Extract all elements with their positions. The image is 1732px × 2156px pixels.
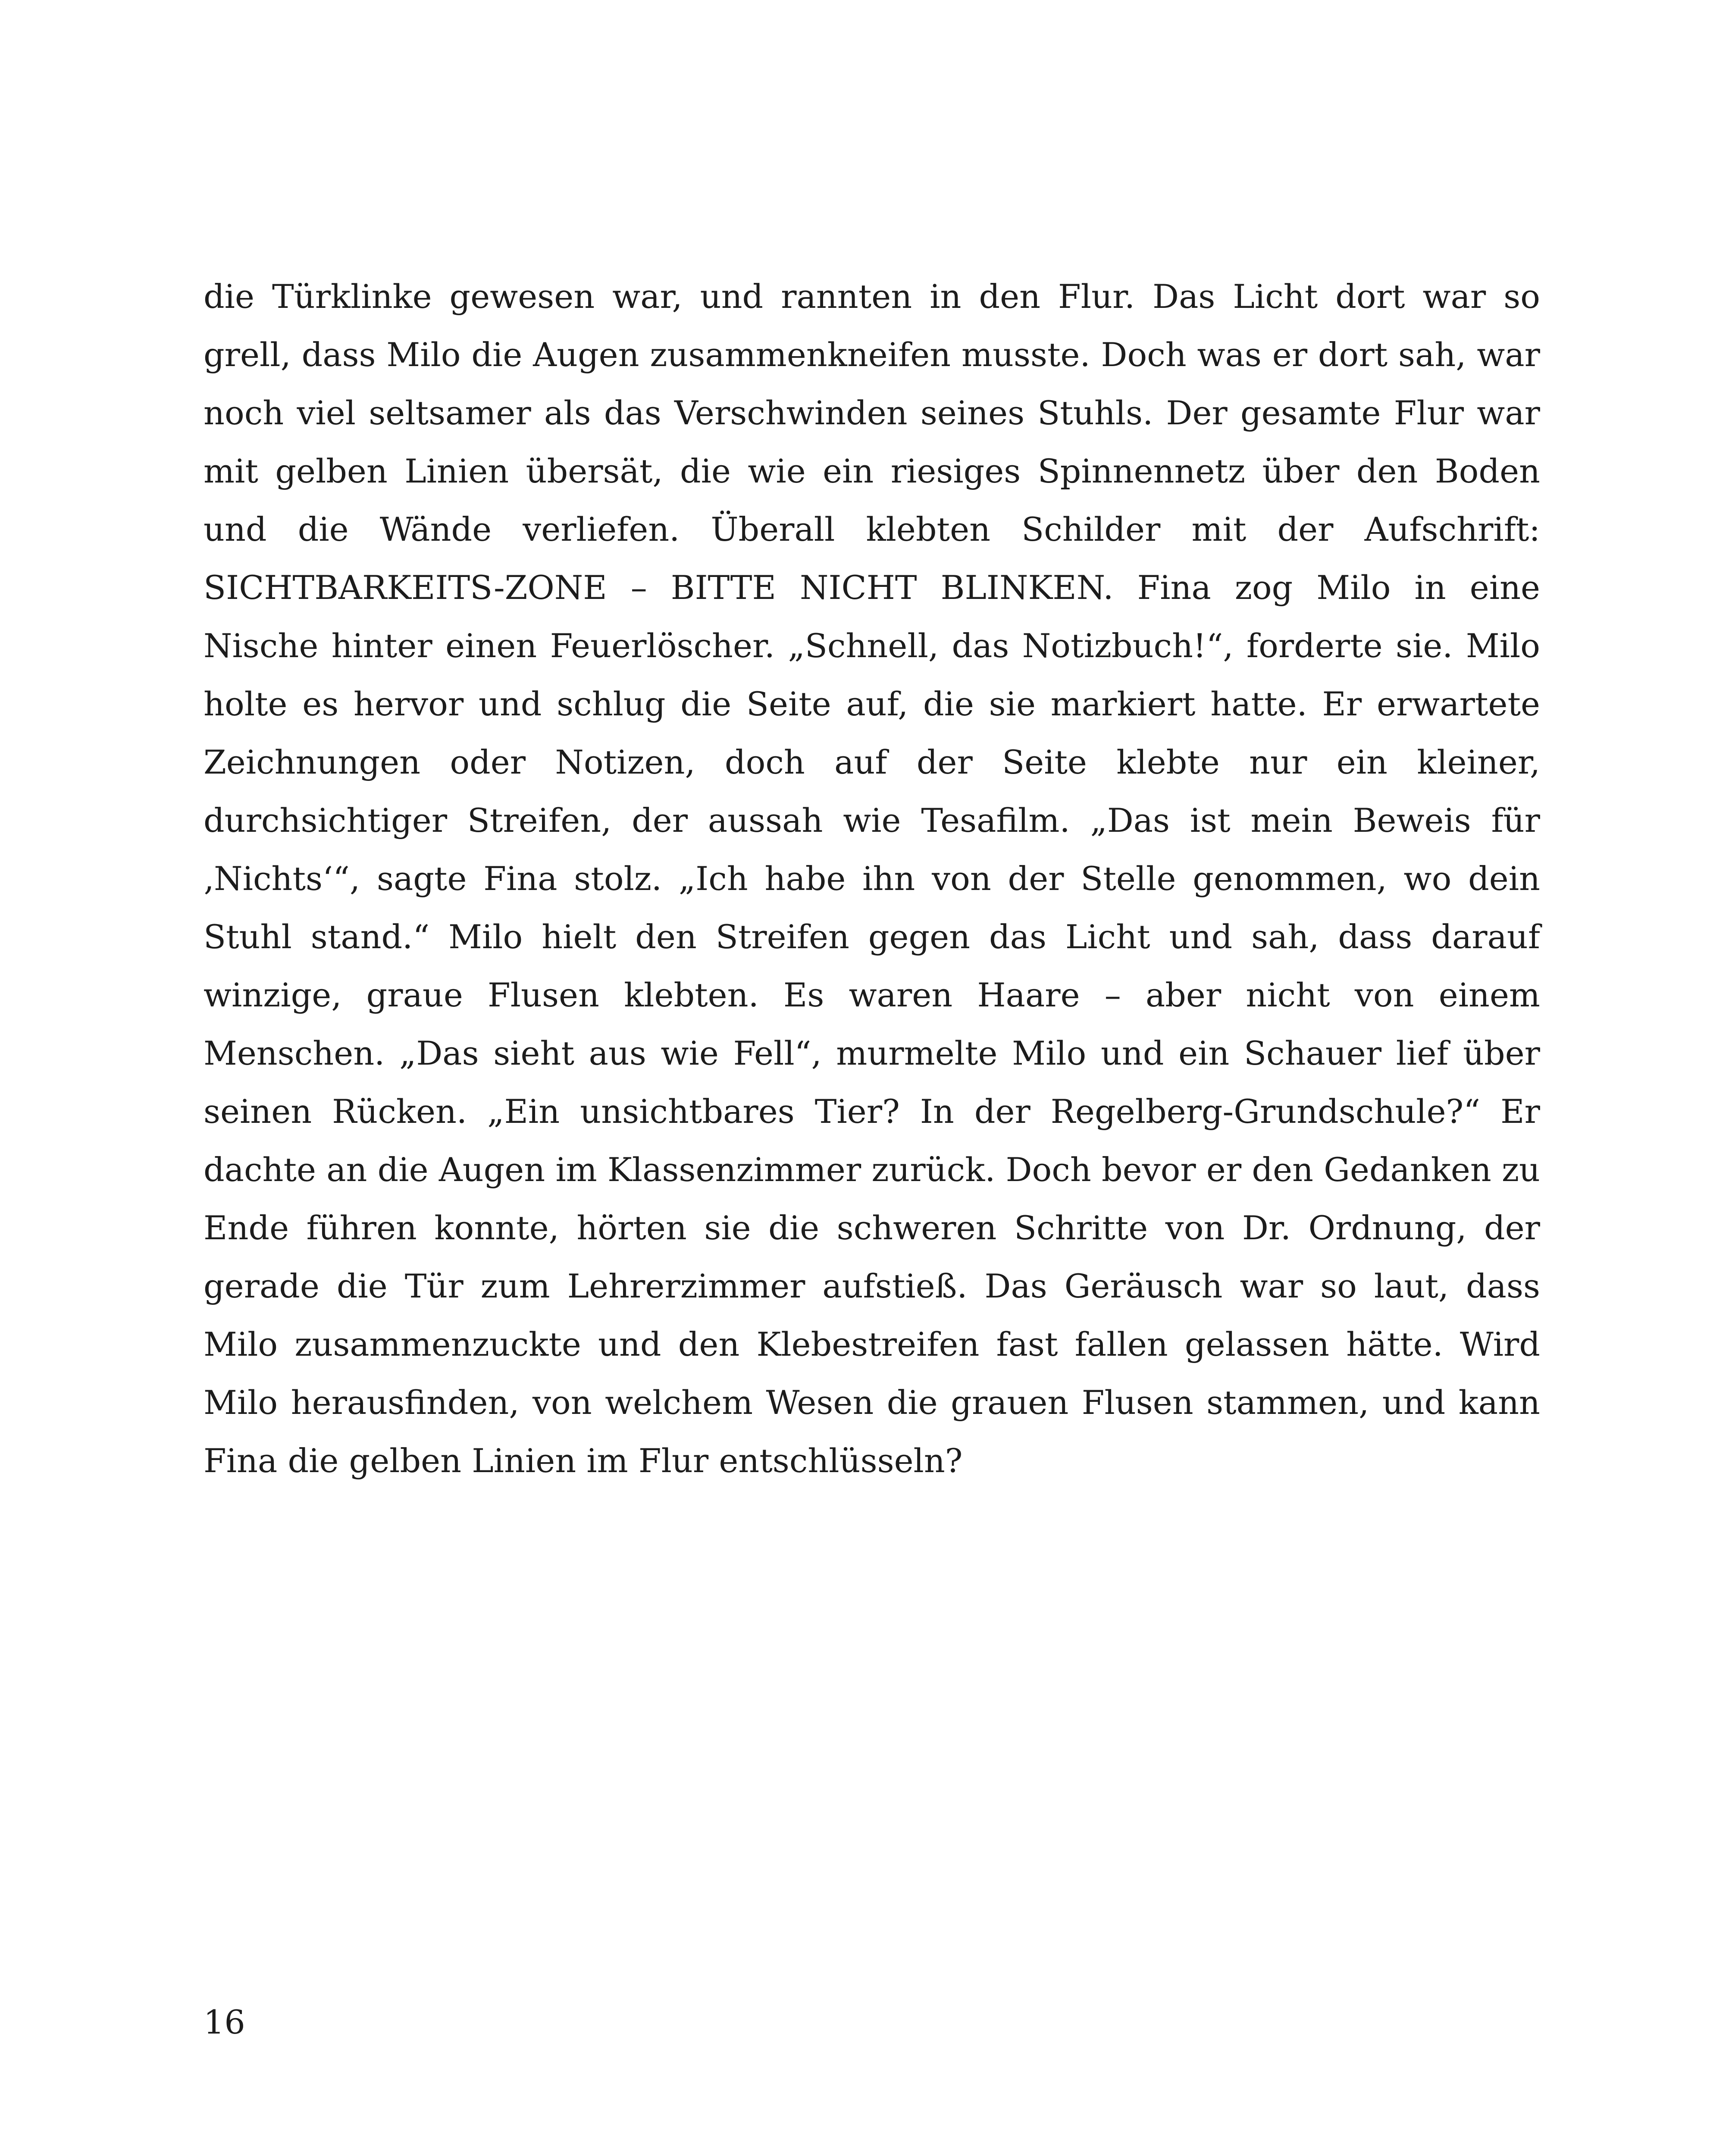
page-number: 16 — [204, 2003, 245, 2041]
body-paragraph: die Türklinke gewesen war, und rannten in den Flur. Das Licht dort war so grell, dass Milo die Augen zusammenkneifen musste. Doch was er dort sah, war noch viel seltsamer als das Verschwinden seines Stuhls. Der gesamte Flur war mit gelben Linien übersät, die wie ein riesiges Spinnennetz über den Boden und die Wände verliefen. Überall klebten Schilder mit der Aufschrift: SICHTBARKEITS-ZONE – BITTE NICHT BLINKEN. Fina zog Milo in eine Nische hinter einen Feuerlöscher. „Schnell, das Notizbuch!“, forderte sie. Milo holte es hervor und schlug die Seite auf, die sie markiert hatte. Er erwartete Zeichnungen oder Notizen, doch auf der Seite klebte nur ein kleiner, durchsichtiger Streifen, der aussah wie Tesafilm. „Das ist mein Beweis für ‚Nichts‘“, sagte Fina stolz. „Ich habe ihn von der Stelle genommen, wo dein Stuhl stand.“ Milo hielt den Streifen gegen das Licht und sah, dass darauf winzige, graue Flusen klebten. Es waren Haare – aber nicht von einem Menschen. „Das sieht aus wie Fell“, murmelte Milo und ein Schauer lief über seinen Rücken. „Ein unsichtbares Tier? In der Regelberg-Grundschule?“ Er dachte an die Augen im Klassenzimmer zurück. Doch bevor er den Gedanken zu Ende führen konnte, hörten sie die schweren Schritte von Dr. Ordnung, der gerade die Tür zum Lehrerzimmer aufstieß. Das Geräusch war so laut, dass Milo zusammenzuckte und den Klebestreifen fast fallen gelassen hätte. Wird Milo herausfinden, von welchem Wesen die grauen Flusen stammen, und kann Fina die gelben Linien im Flur entschlüsseln? — [204, 277, 1540, 1480]
